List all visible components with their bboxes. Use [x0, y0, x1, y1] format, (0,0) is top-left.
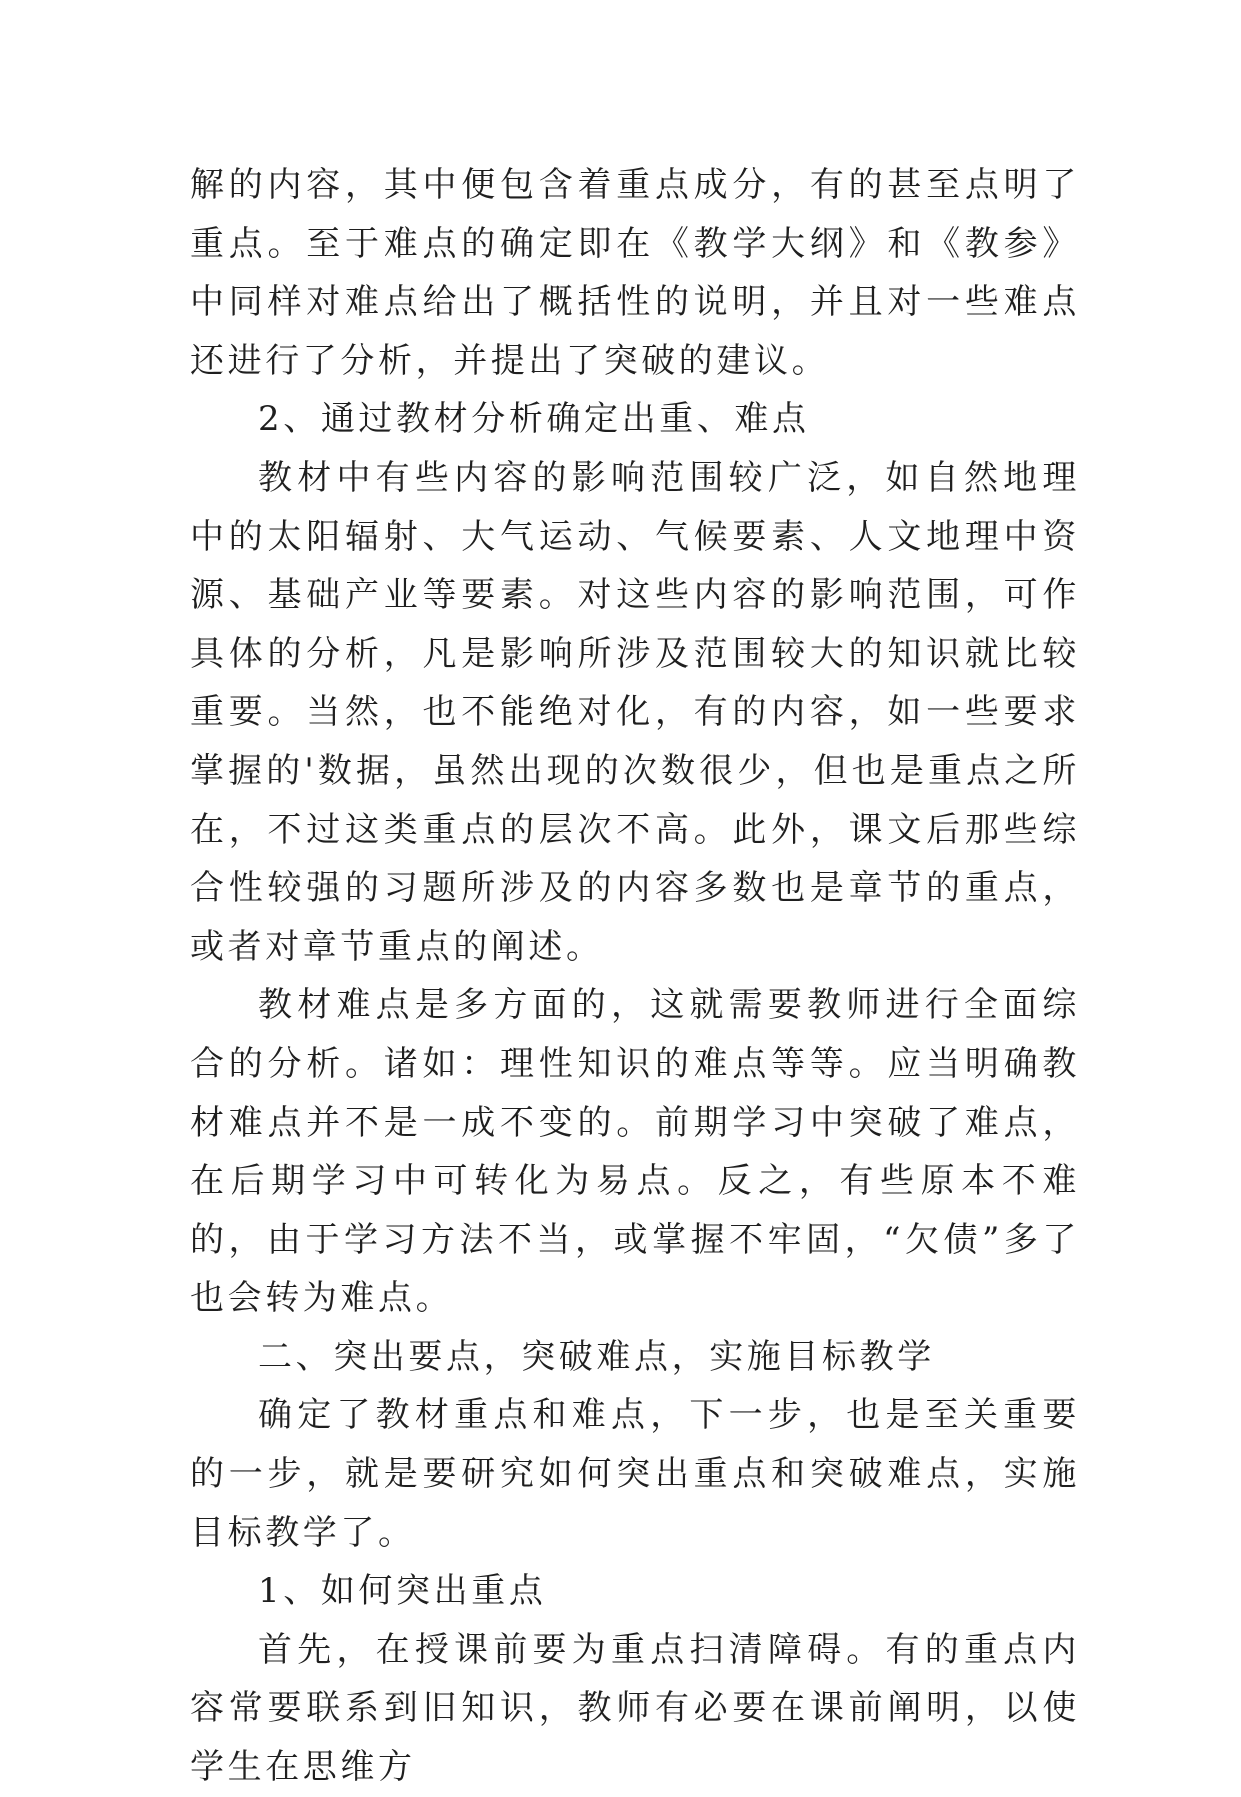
- paragraph-next-step: 确定了教材重点和难点，下一步，也是至关重要的一步，就是要研究如何突出重点和突破难点，实施目标教学了。: [190, 1395, 1080, 1553]
- section-heading-1: 1、如何突出重点: [258, 1571, 547, 1612]
- section-heading-2: 2、通过教材分析确定出重、难点: [258, 399, 810, 440]
- paragraph-continuation: 解的内容，其中便包含着重点成分，有的甚至点明了重点。至于难点的确定即在《教学大纲》和《教参》中同样对难点给出了概括性的说明，并且对一些难点还进行了分析，并提出了突破的建议。: [190, 165, 1080, 381]
- paragraph-difficulties: 教材难点是多方面的，这就需要教师进行全面综合的分析。诸如：理性知识的难点等等。应当明确教材难点并不是一成不变的。前期学习中突破了难点，在后期学习中可转化为易点。反之，有些原本不难的，由于学习方法不当，或掌握不牢固，“欠债”多了也会转为难点。: [190, 985, 1080, 1319]
- paragraph-first-step: 首先，在授课前要为重点扫清障碍。有的重点内容常要联系到旧知识，教师有必要在课前阐明，以使学生在思维方: [190, 1629, 1080, 1788]
- paragraph-textbook-analysis: 教材中有些内容的影响范围较广泛，如自然地理中的太阳辐射、大气运动、气候要素、人文地理中资源、基础产业等要素。对这些内容的影响范围，可作具体的分析，凡是影响所涉及范围较大的知识就比较重要。当然，也不能绝对化，有的内容，如一些要求掌握的'数据，虽然出现的次数很少，但也是重点之所在，不过这类重点的层次不高。此外，课文后那些综合性较强的习题所涉及的内容多数也是章节的重点，或者对章节重点的阐述。: [190, 457, 1080, 967]
- document-page: [190, 156, 1080, 1797]
- section-heading-part-two: 二、突出要点，突破难点，实施目标教学: [258, 1336, 935, 1377]
